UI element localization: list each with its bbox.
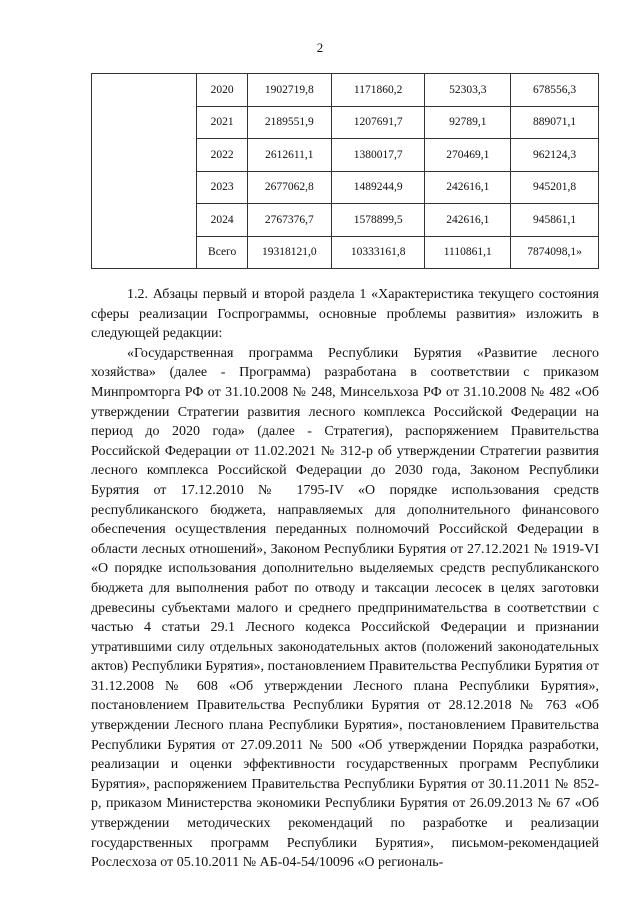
table-cell-year: 2024	[197, 204, 247, 237]
table-cell: 242616,1	[425, 171, 511, 204]
table-cell: 1207691,7	[331, 106, 425, 139]
table-cell: 945861,1	[511, 204, 599, 237]
table-blank-column	[92, 74, 197, 269]
funding-table	[91, 73, 599, 269]
table-cell: 1578899,5	[331, 204, 425, 237]
table-cell: 1380017,7	[331, 139, 425, 172]
table-cell-year: 2020	[197, 74, 247, 107]
table-cell: 10333161,8	[331, 236, 425, 269]
table-cell-year: Всего	[197, 236, 247, 269]
table-cell: 889071,1	[511, 106, 599, 139]
table-cell: 2612611,1	[247, 139, 331, 172]
table-cell: 1902719,8	[247, 74, 331, 107]
table-cell: 945201,8	[511, 171, 599, 204]
table-cell: 678556,3	[511, 74, 599, 107]
page-number: 2	[316, 40, 324, 55]
table-cell-year: 2023	[197, 171, 247, 204]
table-cell: 242616,1	[425, 204, 511, 237]
table-cell: 962124,3	[511, 139, 599, 172]
table-cell-year: 2021	[197, 106, 247, 139]
table-cell: 270469,1	[425, 139, 511, 172]
table-cell: 2767376,7	[247, 204, 331, 237]
table-row	[92, 74, 599, 107]
table-cell: 92789,1	[425, 106, 511, 139]
table-cell: 2189551,9	[247, 106, 331, 139]
table-cell: 19318121,0	[247, 236, 331, 269]
table-cell: 7874098,1»	[511, 236, 599, 269]
table-cell: 1171860,2	[331, 74, 425, 107]
paragraph-program-description: «Государственная программа Республики Бурятия «Развитие лесного хозяйства» (далее - Программа) разработана в соответствии с приказом Минпромторга РФ от 31.10.2008 № 248, Минсельхоза РФ от 31.10.2008 № 482 «Об утверждении Стратегии развития лесного комплекса Российской Федерации на период до 2020 года» (далее - Стратегия), распоряжением Правительства Российской Федерации от 11.02.2021 № 312-р об утверждении Стратегии развития лесного комплекса Российской Федерации до 2030 года, Законом Республики Бурятия от 17.12.2010 № 1795-IV «О порядке использования средств республиканского бюджета, направляемых для дополнительного финансового обеспечения осуществления переданных полномочий Российской Федерации в области лесных отношений», Законом Республики Бурятия от 27.12.2021 № 1919-VI «О порядке использования дополнительно выделяемых средств республиканского бюджета для выполнения работ по отводу и таксации лесосек в целях заготовки древесины субъектами малого и среднего предпринимательства в соответствии с частью 4 статьи 29.1 Лесного кодекса Российской Федерации и признании утратившими силу отдельных законодательных актов (положений законодательных актов) Республики Бурятия», постановлением Правительства Республики Бурятия от 31.12.2008 № 608 «Об утверждении Лесного плана Республики Бурятия», постановлением Правительства Республики Бурятия от 28.12.2018 № 763 «Об утверждении Лесного плана Республики Бурятия», постановлением Правительства Республики Бурятия от 27.09.2011 № 500 «Об утверждении Порядка разработки, реализации и оценки эффективности государственных программ Республики Бурятия», распоряжением Правительства Республики Бурятия от 30.11.2011 № 852-р, приказом Министерства экономики Республики Бурятия от 26.09.2013 № 67 «Об утверждении методических рекомендаций по разработке и реализации государственных программ Республики Бурятия», письмом-рекомендацией Рослесхоза от 05.10.2011 № АБ-04-54/10096 «О региональ-	[91, 345, 599, 871]
table-cell: 2677062,8	[247, 171, 331, 204]
table-cell: 1489244,9	[331, 171, 425, 204]
table-cell: 52303,3	[425, 74, 511, 107]
document-body	[91, 285, 599, 873]
table-cell-year: 2022	[197, 139, 247, 172]
paragraph-amendment-intro: 1.2. Абзацы первый и второй раздела 1 «Характеристика текущего состояния сферы реализации Госпрограммы, основные проблемы развития» изложить в следующей редакции:	[91, 287, 599, 342]
table-cell: 1110861,1	[425, 236, 511, 269]
